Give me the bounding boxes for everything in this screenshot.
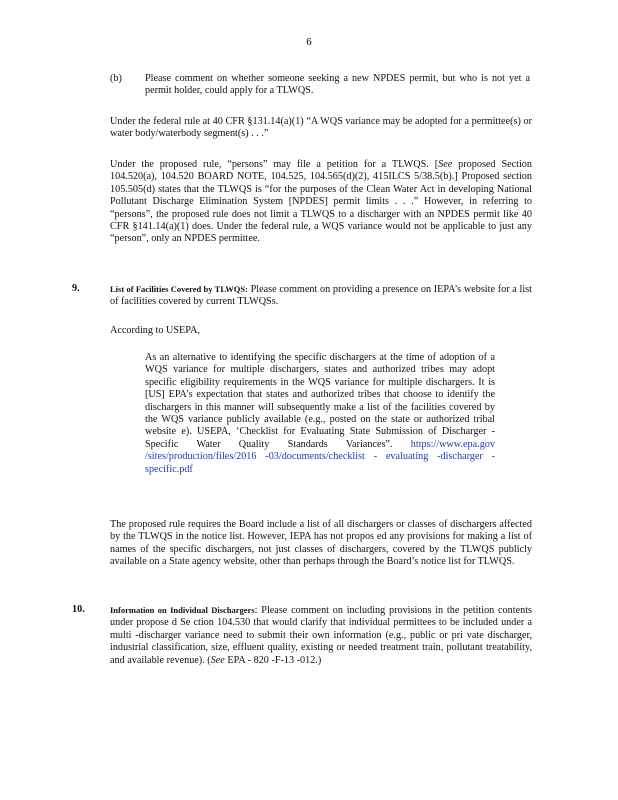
usepa-quote-text: As an alternative to identifying the specific dischargers at the time of adoption of a WQS variance for multiple dischargers, states and authorized tribes may adopt specific eligibility requirements in the WQS variance for multiple dischargers. It is [US] EPA’s expectation that states and authorized tribes that choose to identify the dischargers in this manner will subsequently make a list of the facilities covered by the WQS variance publicly available (e.g., posted on the state or authorized tribal website e). USEPA, ‘Checklist for Evaluating State Submission of Discharger -Specific Water Quality Standards Variances”. bbox=[145, 352, 495, 450]
checklist-url-link[interactable]: https://www.epa.gov /sites/production/files/2016 -03/documents/checklist - evaluating -discharger - specific.pdf bbox=[145, 438, 495, 475]
item-9-according: According to USEPA, bbox=[110, 325, 200, 336]
proposed-rule-rest: proposed Section 104.520(a), 104.520 BOARD NOTE, 104.525, 104.565(d)(2), 415ILCS 5/38.5(b).] Proposed section 105.505(d) states that the TLWQS is “for the purposes of the Clean Water Act in developing National Pollutant Discharge Elimination System [NPDES] permit limits . . .” However, in referring to “persons”, the proposed rule does not limit a TLWQS to a discharger with an NPDES permit like 40 CFR §141.14(a)(1) does. Under the federal rule, a WQS variance would not be applicable to just any “person”, only an NPDES permittee. bbox=[110, 159, 532, 245]
federal-rule-paragraph: Under the federal rule at 40 CFR §131.14(a)(1) “A WQS variance may be adopted for a permittee(s) or water body/waterbody segment(s) . . .” bbox=[110, 116, 532, 140]
item-9-paragraph bbox=[110, 283, 532, 309]
item-10-text: : Please comment on including provisions in the petition contents under propose d Se ction 104.530 that would clarify that individual permittees to be included under a multi -discharger variance need to submit their own information (e.g., public or pri vate discharger, industrial classification, size, effluent quality, existing or needed treatment train, pollutant treatability, and available revenue). ( bbox=[110, 605, 532, 666]
proposed-rule-lead: Under the proposed rule, “persons” may file a petition for a TLWQS. [ bbox=[110, 159, 439, 170]
page-number: 6 bbox=[306, 36, 312, 48]
item-10-see: See bbox=[210, 654, 225, 666]
item-10-heading: Information on Individual Dischargers bbox=[110, 605, 255, 615]
item-b-text: Please comment on whether someone seeking a new NPDES permit, but who is not yet a permit holder, could apply for a TLWQS. bbox=[145, 73, 530, 97]
item-9-after-paragraph: The proposed rule requires the Board include a list of all dischargers or classes of dischargers affected by the TLWQS in the notice list. However, IEPA has not propos ed any provisions for making a list of names of the specific dischargers, not just classes of dischargers, covered by the TLWQS publicly available on a State agency website, other than perhaps through the Board’s notice list for TLWQS. bbox=[110, 519, 532, 568]
item-10-ref: EPA - 820 -F-13 -012.) bbox=[224, 654, 322, 666]
item-10-paragraph bbox=[110, 604, 532, 667]
proposed-rule-see: See bbox=[438, 159, 453, 170]
item-9-text: Please comment on providing a presence on IEPA’s website for a list of facilities covered by current TLWQSs. bbox=[110, 284, 533, 308]
usepa-quote bbox=[145, 352, 495, 476]
proposed-rule-paragraph bbox=[110, 159, 532, 246]
item-b-label: (b) bbox=[110, 73, 122, 84]
item-9-number: 9. bbox=[72, 283, 80, 294]
item-9-heading: List of Facilities Covered by TLWQS: bbox=[110, 284, 248, 294]
item-10-number: 10. bbox=[72, 604, 85, 615]
